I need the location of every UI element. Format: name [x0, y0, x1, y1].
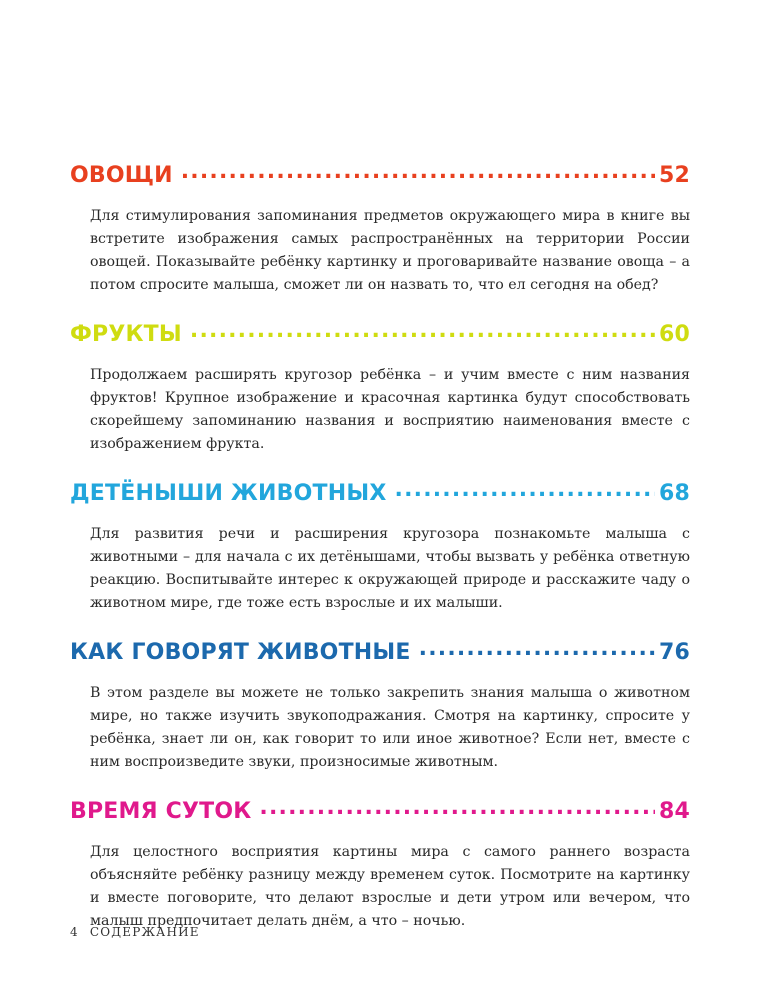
- toc-entry-vegetables: [70, 160, 690, 297]
- section-page-number: 68: [658, 481, 690, 506]
- toc-entry-fruits: [70, 319, 690, 456]
- section-page-number: 84: [658, 799, 690, 824]
- toc-heading[interactable]: [70, 478, 690, 509]
- section-description: Для стимулирования запоминания предметов окружающего мира в книге вы встретите изображения самых распространённых на территории России овощей. Показывайте ребёнку картинку и проговаривайте название овоща – а потом спросите малыша, сможет ли он назвать то, что ел сегодня на обед?: [90, 208, 690, 293]
- section-description: Продолжаем расширять кругозор ребёнка – и учим вместе с ним названия фруктов! Крупное изображение и красочная картинка будут способствовать скорейшему запоминанию названия и восприятию наименования вместе с изображением фрукта.: [90, 367, 690, 452]
- toc-heading[interactable]: [70, 160, 690, 191]
- toc-entry-animal-sounds: [70, 637, 690, 774]
- table-of-contents: [70, 160, 690, 955]
- section-title: КАК ГОВОРЯТ ЖИВОТНЫЕ: [70, 640, 411, 665]
- page-footer: [70, 925, 200, 939]
- section-title: ДЕТЁНЫШИ ЖИВОТНЫХ: [70, 481, 387, 506]
- toc-heading[interactable]: [70, 319, 690, 350]
- toc-heading[interactable]: [70, 796, 690, 827]
- toc-entry-baby-animals: [70, 478, 690, 615]
- section-title: ФРУКТЫ: [70, 322, 182, 347]
- section-title: ОВОЩИ: [70, 163, 173, 188]
- toc-heading[interactable]: [70, 637, 690, 668]
- dot-leader: [395, 478, 655, 500]
- toc-entry-time-of-day: [70, 796, 690, 933]
- section-title: ВРЕМЯ СУТОК: [70, 799, 252, 824]
- section-description: Для целостного восприятия картины мира с самого раннего возраста объясняйте ребёнку разницу между временем суток. Посмотрите на картинку и вместе поговорите, что делают взрослые и дети утром или вечером, что малыш предпочитает делать днём, а что – ночью.: [90, 844, 690, 929]
- section-description: Для развития речи и расширения кругозора познакомьте малыша с животными – для начала с их детёнышами, чтобы вызвать у ребёнка ответную реакцию. Воспитывайте интерес к окружающей природе и расскажите чаду о животном мире, где тоже есть взрослые и их малыши.: [90, 526, 690, 611]
- dot-leader: [181, 160, 655, 182]
- dot-leader: [259, 796, 655, 818]
- section-page-number: 52: [658, 163, 690, 188]
- section-description: В этом разделе вы можете не только закрепить знания малыша о животном мире, но также изучить звукоподражания. Смотря на картинку, спросите у ребёнка, знает ли он, как говорит то или иное животное? Если нет, вместе с ним воспроизведите звуки, произносимые животным.: [90, 685, 690, 770]
- section-page-number: 76: [658, 640, 690, 665]
- footer-label: СОДЕРЖАНИЕ: [89, 925, 200, 939]
- dot-leader: [190, 319, 655, 341]
- footer-page-number: 4: [70, 925, 79, 939]
- dot-leader: [419, 637, 655, 659]
- section-page-number: 60: [658, 322, 690, 347]
